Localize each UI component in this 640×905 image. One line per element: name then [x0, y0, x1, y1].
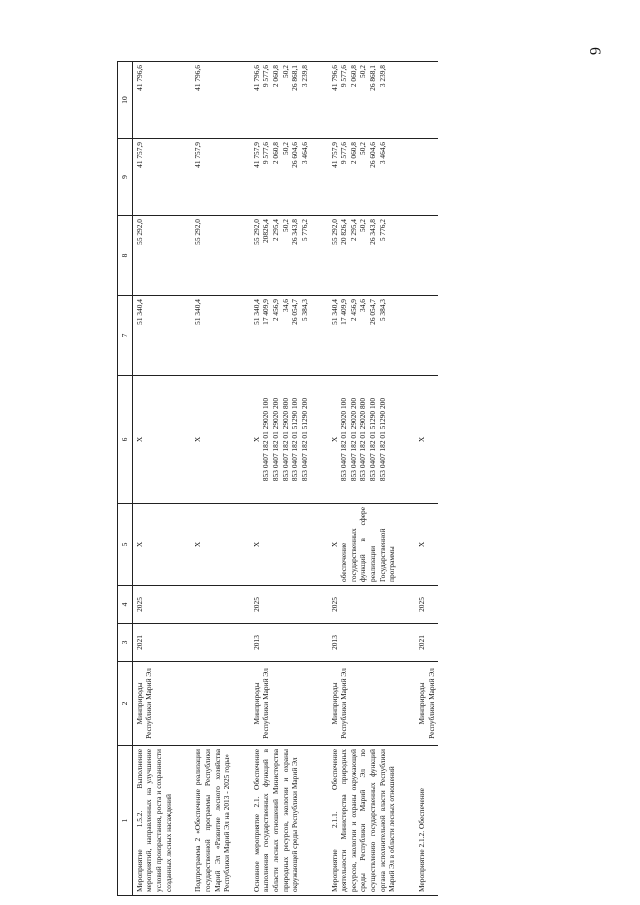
result-cell [250, 504, 312, 586]
amount-cell-c9 [415, 139, 438, 216]
item-name-cell [415, 746, 438, 896]
spacer-cell [234, 139, 250, 216]
amount-value: 34,6 [358, 299, 368, 312]
amount-value: 50,2 [358, 219, 368, 232]
spacer-cell [399, 624, 415, 662]
amount-cell-c9 [132, 139, 175, 216]
spacer-cell [399, 504, 415, 586]
budget-code: 853 0407 182 01 29020 800 [280, 397, 290, 482]
amount-value: 41 796,6 [329, 65, 339, 91]
col-header-4: 4 [118, 586, 133, 624]
spacer-cell [234, 62, 250, 139]
spacer-cell [175, 139, 191, 216]
spacer-cell [399, 746, 415, 896]
amount-cell-c10 [132, 62, 175, 139]
executor: Минприроды Республики Марий Эл [416, 668, 436, 739]
amount-value: 41 757,9 [329, 142, 339, 168]
col-header-10: 10 [118, 62, 133, 139]
spacer-cell [312, 624, 328, 662]
end-year: 2025 [251, 597, 261, 612]
amount-value: 26 868,1 [368, 65, 377, 91]
amount-value: 17 409,9 [261, 299, 271, 325]
amount-cell-c10 [328, 62, 399, 139]
rotated-page [117, 62, 525, 896]
row-spacer [399, 62, 415, 896]
start-year-cell [250, 624, 312, 662]
row-spacer [312, 62, 328, 896]
start-year-cell [415, 624, 438, 662]
result-cell [191, 504, 234, 586]
item-name: Основное мероприятие 2.1. Обеспечение выполнения государственных функций в области лесных отношений Министерства природных ресурсов, экологии и охраны окружающей среды Республики Марий Эл [251, 749, 300, 892]
col-header-8: 8 [118, 216, 133, 296]
item-name: Мероприятие 2.1.2. Обеспечение [416, 788, 426, 892]
amount-cell-c8 [415, 216, 438, 296]
budget-code: X [329, 436, 339, 443]
result-cell [132, 504, 175, 586]
col-header-5: 5 [118, 504, 133, 586]
amount-value: 3 464,6 [299, 142, 309, 165]
page-number: 6 [586, 47, 603, 55]
amount-value: 26 343,8 [290, 219, 300, 245]
amount-cell-c10 [191, 62, 234, 139]
table-row [415, 62, 438, 896]
budget-code: 853 0407 182 01 51290 100 [368, 397, 377, 482]
amount-value: 5 384,3 [299, 299, 309, 322]
col-header-3: 3 [118, 624, 133, 662]
col-header-2: 2 [118, 662, 133, 746]
amount-value: 41 757,9 [193, 142, 203, 168]
col-header-7: 7 [118, 296, 133, 376]
amount-value: 2 060,8 [348, 142, 358, 165]
spacer-cell [175, 216, 191, 296]
result-text: обеспечение государственных функций в сфере реализации Государственной программы [339, 507, 397, 582]
amount-value: 41 796,6 [251, 65, 261, 91]
amount-value: 3 239,8 [299, 65, 309, 88]
result-cell [415, 504, 438, 586]
spacer-cell [175, 586, 191, 624]
amount-cell-c9 [328, 139, 399, 216]
amount-cell-c8 [132, 216, 175, 296]
spacer-cell [175, 62, 191, 139]
row-spacer [234, 62, 250, 896]
budget-code: 853 0407 182 01 29020 200 [348, 397, 358, 482]
amount-value: 26 054,7 [290, 299, 300, 325]
start-year: 2021 [416, 635, 426, 650]
budget-code: 853 0407 182 01 29020 100 [261, 397, 271, 482]
end-year: 2025 [416, 597, 426, 612]
spacer-cell [234, 624, 250, 662]
budget-code: X [134, 436, 144, 443]
spacer-cell [234, 504, 250, 586]
header-row [118, 62, 133, 896]
spacer-cell [312, 296, 328, 376]
amount-value: 9 577,6 [261, 142, 271, 165]
table-row [250, 62, 312, 896]
amount-value: 41 796,6 [134, 65, 144, 91]
amount-value: 26 604,6 [368, 142, 377, 168]
amount-cell-c7 [328, 296, 399, 376]
result-cell [328, 504, 399, 586]
spacer-cell [175, 376, 191, 504]
spacer-cell [399, 216, 415, 296]
spacer-cell [399, 376, 415, 504]
amount-value: 5 384,3 [377, 299, 387, 322]
amount-value: 50,2 [280, 142, 290, 155]
col-header-1: 1 [118, 746, 133, 896]
spacer-cell [399, 139, 415, 216]
result-mark: X [251, 541, 261, 548]
amount-value: 2 060,8 [348, 65, 358, 88]
spacer-cell [312, 139, 328, 216]
amount-value: 41 796,6 [193, 65, 203, 91]
result-mark: X [193, 541, 203, 548]
amount-value: 9 577,6 [261, 65, 271, 88]
spacer-cell [312, 216, 328, 296]
amount-value: 55 292,0 [134, 219, 144, 245]
amount-value: 5 776,2 [377, 219, 387, 242]
spacer-cell [175, 504, 191, 586]
budget-code: 853 0407 182 01 51290 200 [377, 397, 387, 482]
spacer-cell [175, 296, 191, 376]
start-year-cell [191, 624, 234, 662]
executor-cell [415, 662, 438, 746]
budget-code: 853 0407 182 01 29020 800 [358, 397, 368, 482]
budget-code: 853 0407 182 01 29020 100 [339, 397, 349, 482]
executor-cell [191, 662, 234, 746]
amount-cell-c10 [250, 62, 312, 139]
amount-value: 55 292,0 [193, 219, 203, 245]
item-name: Подпрограмма 2 «Обеспечение реализации государственной программы Республики Марий Эл «Развитие лесного хозяйства Республики Марий Эл на 2013 - 2025 годы» [193, 749, 232, 892]
end-year-cell [250, 586, 312, 624]
amount-value: 9 577,6 [339, 65, 349, 88]
amount-cell-c7 [250, 296, 312, 376]
executor-cell [328, 662, 399, 746]
spacer-cell [312, 62, 328, 139]
budget-code: 853 0407 182 01 51290 100 [290, 397, 300, 482]
row-spacer [175, 62, 191, 896]
executor: Минприроды Республики Марий Эл [251, 668, 271, 739]
spacer-cell [312, 746, 328, 896]
start-year-cell [132, 624, 175, 662]
amount-cell-c8 [191, 216, 234, 296]
amount-value: 55 292,0 [329, 219, 339, 245]
spacer-cell [234, 216, 250, 296]
amount-value: 5 776,2 [299, 219, 309, 242]
budget-code: 853 0407 182 01 29020 200 [271, 397, 280, 482]
amount-value: 51 340,4 [329, 299, 339, 325]
end-year-cell [191, 586, 234, 624]
amount-value: 20 826,4 [339, 219, 349, 245]
budget-code-cell [250, 376, 312, 504]
spacer-cell [312, 662, 328, 746]
amount-cell-c8 [328, 216, 399, 296]
table-row [132, 62, 175, 896]
item-name-cell [250, 746, 312, 896]
spacer-cell [399, 62, 415, 139]
budget-code-cell [328, 376, 399, 504]
amount-value: 9 577,6 [339, 142, 349, 165]
amount-value: 2 456,9 [271, 299, 280, 322]
amount-value: 2 060,8 [271, 65, 280, 88]
amount-value: 2 456,9 [348, 299, 358, 322]
executor: Минприроды Республики Марий Эл [329, 668, 349, 739]
amount-cell-c9 [191, 139, 234, 216]
amount-value: 50,2 [358, 65, 368, 78]
spacer-cell [234, 662, 250, 746]
end-year: 2025 [134, 597, 144, 612]
end-year-cell [132, 586, 175, 624]
spacer-cell [399, 662, 415, 746]
result-mark: X [134, 541, 144, 548]
spacer-cell [399, 296, 415, 376]
amount-value: 3 464,6 [377, 142, 387, 165]
executor: Минприроды Республики Марий Эл [134, 668, 154, 739]
result-mark: X [329, 541, 339, 548]
amount-value: 51 340,4 [251, 299, 261, 325]
end-year-cell [328, 586, 399, 624]
item-name-cell [191, 746, 234, 896]
amount-value: 2 295,4 [271, 219, 280, 242]
amount-value: 50,2 [280, 65, 290, 78]
budget-code: X [193, 436, 203, 443]
amount-cell-c7 [132, 296, 175, 376]
spacer-cell [234, 586, 250, 624]
amount-value: 3 239,8 [377, 65, 387, 88]
budget-code: X [416, 436, 426, 443]
spacer-cell [234, 376, 250, 504]
budget-code-cell [191, 376, 234, 504]
start-year: 2013 [329, 635, 339, 650]
table-row [191, 62, 234, 896]
amount-value: 51 340,4 [193, 299, 203, 325]
amount-value: 50,2 [280, 219, 290, 232]
amount-value: 50,2 [358, 142, 368, 155]
amount-value: 51 340,4 [134, 299, 144, 325]
executor-cell [250, 662, 312, 746]
amount-cell-c10 [415, 62, 438, 139]
budget-code: 853 0407 182 01 51290 200 [299, 397, 309, 482]
end-year: 2025 [329, 597, 339, 612]
amount-value: 2 060,8 [271, 142, 280, 165]
end-year-cell [415, 586, 438, 624]
start-year: 2021 [134, 635, 144, 650]
amount-value: 41 757,9 [251, 142, 261, 168]
amount-value: 2 295,4 [348, 219, 358, 242]
amount-value: 55 292,0 [251, 219, 261, 245]
table-row [328, 62, 399, 896]
spacer-cell [312, 586, 328, 624]
item-name: Мероприятие 1.5.2. Выполнение мероприятий, направленных на улучшение условий произрастания, роста и сохранности созданных лесных насаждений [134, 749, 173, 892]
amount-value: 26 604,6 [290, 142, 300, 168]
start-year: 2013 [251, 635, 261, 650]
spacer-cell [234, 746, 250, 896]
amount-cell-c9 [250, 139, 312, 216]
amount-cell-c8 [250, 216, 312, 296]
col-header-6: 6 [118, 376, 133, 504]
budget-code-cell [132, 376, 175, 504]
item-name-cell [132, 746, 175, 896]
amount-value: 20826,4 [261, 219, 271, 244]
result-mark: X [416, 541, 426, 548]
item-name: Мероприятие 2.1.1. Обеспечение деятельности Министерства природных ресурсов, экологии и охраны окружающей среды Республики Марий Эл по осуществлению государственных функций органа исполнительной власти Республики Марий Эл в области лесных отношений [329, 749, 397, 892]
program-table [117, 61, 438, 896]
spacer-cell [175, 746, 191, 896]
start-year-cell [328, 624, 399, 662]
amount-cell-c7 [191, 296, 234, 376]
amount-value: 34,6 [280, 299, 290, 312]
item-name-cell [328, 746, 399, 896]
amount-value: 26 054,7 [368, 299, 377, 325]
spacer-cell [175, 662, 191, 746]
spacer-cell [175, 624, 191, 662]
amount-value: 17 409,9 [339, 299, 349, 325]
spacer-cell [234, 296, 250, 376]
amount-value: 26 868,1 [290, 65, 300, 91]
budget-code: X [251, 436, 261, 443]
spacer-cell [399, 586, 415, 624]
amount-value: 41 757,9 [134, 142, 144, 168]
budget-code-cell [415, 376, 438, 504]
amount-cell-c7 [415, 296, 438, 376]
spacer-cell [312, 504, 328, 586]
spacer-cell [312, 376, 328, 504]
col-header-9: 9 [118, 139, 133, 216]
amount-value: 26 343,8 [368, 219, 377, 245]
executor-cell [132, 662, 175, 746]
